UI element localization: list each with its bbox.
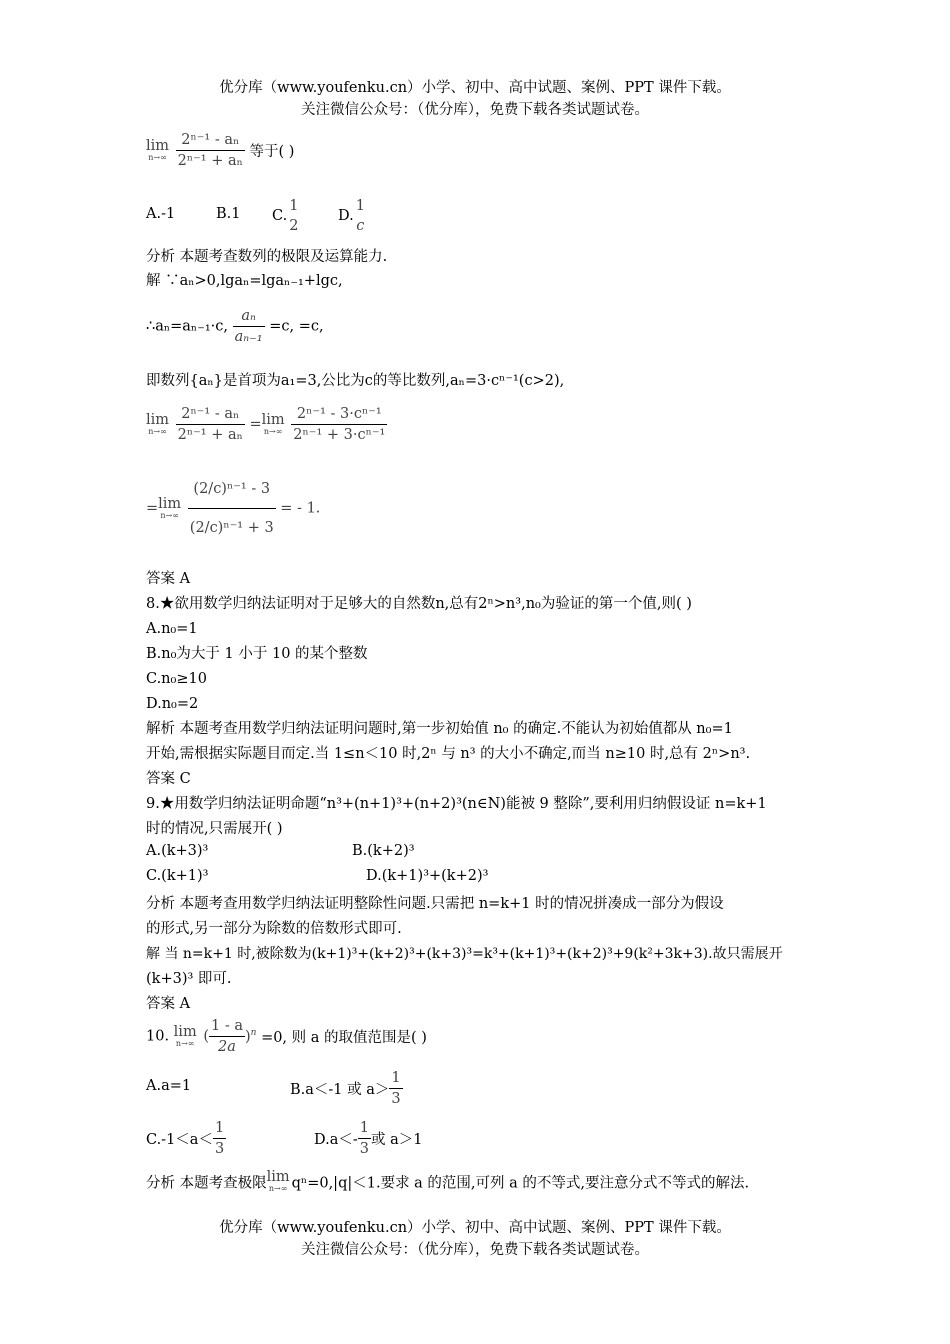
q9-answer: 答案 A	[146, 996, 191, 1012]
q8-option-d: D.n₀=2	[146, 696, 199, 712]
page-footer-line1: 优分库（www.youfenku.cn）小学、初中、高中试题、案例、PPT 课件下载。	[219, 1220, 731, 1236]
q7-equation-2: =lim n→∞ $\frac{\text{(2/c)ⁿ⁻¹ - 3}}{\text{(2/c)ⁿ⁻¹ + 3}}$ = - 1.	[146, 470, 320, 547]
q9-stem-line1: 9.★用数学归纳法证明命题“n³+(n+1)³+(n+2)³(n∈N)能被 9 整除”,要利用归纳假设证 n=k+1	[146, 796, 767, 812]
page-header-line2: 关注微信公众号：（优分库），免费下载各类试题试卷。	[301, 102, 649, 118]
q8-option-b: B.n₀为大于 1 小于 10 的某个整数	[146, 646, 368, 662]
q8-analysis-line2: 开始,需根据实际题目而定.当 1≤n＜10 时,2ⁿ 与 n³ 的大小不确定,而当 n≥10 时,总有 2ⁿ>n³.	[146, 746, 751, 762]
q9-analysis-line2: 的形式,另一部分为除数的倍数形式即可.	[146, 921, 402, 937]
q8-analysis-line1: 解析 本题考查用数学归纳法证明问题时,第一步初始值 n₀ 的确定.不能认为初始值都从 n₀=1	[146, 721, 733, 737]
q7-lim: lim n→∞	[146, 137, 170, 162]
q10-option-a: A.a=1	[146, 1078, 192, 1094]
q9-stem-line2: 时的情况,只需展开( )	[146, 821, 283, 837]
q9-option-d: D.(k+1)³+(k+2)³	[366, 868, 489, 884]
q9-option-c: C.(k+1)³	[146, 868, 209, 884]
q7-solution-line1: 解 ∵aₙ>0,lgaₙ=lgaₙ₋₁+lgc,	[146, 273, 343, 289]
q7-fraction: $\frac{\text{2ⁿ⁻¹ - aₙ}}{\text{2ⁿ⁻¹ + aₙ}}$	[177, 132, 243, 169]
q7-option-b: B.1	[216, 206, 241, 222]
q9-solution-line2: (k+3)³ 即可.	[146, 971, 232, 987]
q7-analysis: 分析 本题考查数列的极限及运算能力.	[146, 249, 388, 265]
q10-option-d: D.a＜- $\frac{1}{3}$ 或 a＞1	[314, 1120, 423, 1157]
q10-analysis: 分析 本题考查极限lim n→∞ qⁿ=0,|q|＜1.要求 a 的范围,可列 a 的不等式,要注意分式不等式的解法.	[146, 1169, 750, 1193]
q8-stem: 8.★欲用数学归纳法证明对于足够大的自然数n,总有2ⁿ>n³,n₀为验证的第一个值,则( )	[146, 596, 692, 612]
q10-stem: 10. lim n→∞ ( $\frac{1 - a}{2a}$ )$^n$ =0, 则 a 的取值范围是( )	[146, 1018, 427, 1055]
q9-option-a: A.(k+3)³	[146, 843, 209, 859]
q7-solution-line3: 即数列{aₙ}是首项为a₁=3,公比为c的等比数列,aₙ=3·cⁿ⁻¹(c>2),	[146, 373, 565, 389]
q7-stem-tail: 等于( )	[249, 144, 295, 160]
q8-answer: 答案 C	[146, 771, 191, 787]
q7-stem	[146, 130, 294, 171]
q8-option-a: A.n₀=1	[146, 621, 198, 637]
q7-option-d: D. 1 c	[338, 198, 365, 234]
q10-option-b: B.a＜-1 或 a＞ $\frac{1}{3}$	[290, 1070, 401, 1107]
q7-solution-line2: ∴aₙ=aₙ₋₁·c, $\frac{\text{aₙ}}{\text{aₙ₋₁}}$ =c, =c,	[146, 308, 324, 345]
q9-option-b: B.(k+2)³	[352, 843, 415, 859]
page-footer-line2: 关注微信公众号：（优分库），免费下载各类试题试卷。	[301, 1242, 649, 1258]
page-header-line1: 优分库（www.youfenku.cn）小学、初中、高中试题、案例、PPT 课件下载。	[219, 80, 731, 96]
q10-option-c: C.-1＜a＜ $\frac{1}{3}$	[146, 1120, 225, 1157]
q7-equation-1: lim n→∞ $\frac{\text{2ⁿ⁻¹ - aₙ}}{\text{2ⁿ⁻¹ + aₙ}}$ =lim n→∞ $\frac{\text{2ⁿ⁻¹ - 3·cⁿ⁻¹}}{\text{2ⁿ⁻¹ + 3·cⁿ⁻¹}}$	[146, 406, 386, 443]
q8-option-c: C.n₀≥10	[146, 671, 207, 687]
q7-answer: 答案 A	[146, 571, 191, 587]
q7-option-c: C. 1 2	[272, 198, 299, 234]
q9-solution-line1: 解 当 n=k+1 时,被除数为(k+1)³+(k+2)³+(k+3)³=k³+(k+1)³+(k+2)³+9(k²+3k+3).故只需展开	[146, 946, 783, 962]
q9-analysis-line1: 分析 本题考查用数学归纳法证明整除性问题.只需把 n=k+1 时的情况拼凑成一部分为假设	[146, 896, 724, 912]
q7-option-a: A.-1	[146, 206, 176, 222]
